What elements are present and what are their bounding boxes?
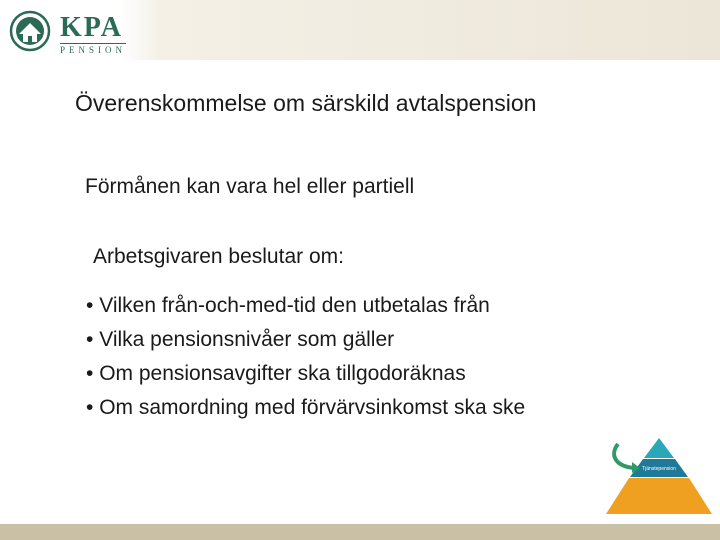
decision-list bbox=[86, 289, 525, 425]
pyramid-top-tier bbox=[644, 438, 674, 458]
kpa-pension-logo bbox=[8, 10, 138, 55]
logo-wordmark: KPA bbox=[60, 12, 124, 43]
list-item: • Vilken från-och-med-tid den utbetalas från bbox=[86, 289, 525, 323]
pyramid-label: Tjänstepension bbox=[642, 466, 676, 472]
footer-band bbox=[0, 524, 720, 540]
pension-pyramid-graphic bbox=[604, 436, 714, 516]
arrow-icon bbox=[614, 444, 634, 468]
slide-title: Överenskommelse om särskild avtalspension bbox=[75, 90, 537, 116]
benefit-statement: Förmånen kan vara hel eller partiell bbox=[85, 175, 415, 198]
employer-intro: Arbetsgivaren beslutar om: bbox=[93, 245, 344, 268]
kpa-emblem-icon bbox=[8, 10, 52, 52]
list-item: • Vilka pensionsnivåer som gäller bbox=[86, 323, 525, 357]
pyramid-bottom-tier bbox=[606, 478, 712, 514]
logo-tagline: PENSION bbox=[60, 45, 127, 55]
list-item: • Om samordning med förvärvsinkomst ska ske bbox=[86, 391, 525, 425]
list-item: • Om pensionsavgifter ska tillgodoräknas bbox=[86, 357, 525, 391]
